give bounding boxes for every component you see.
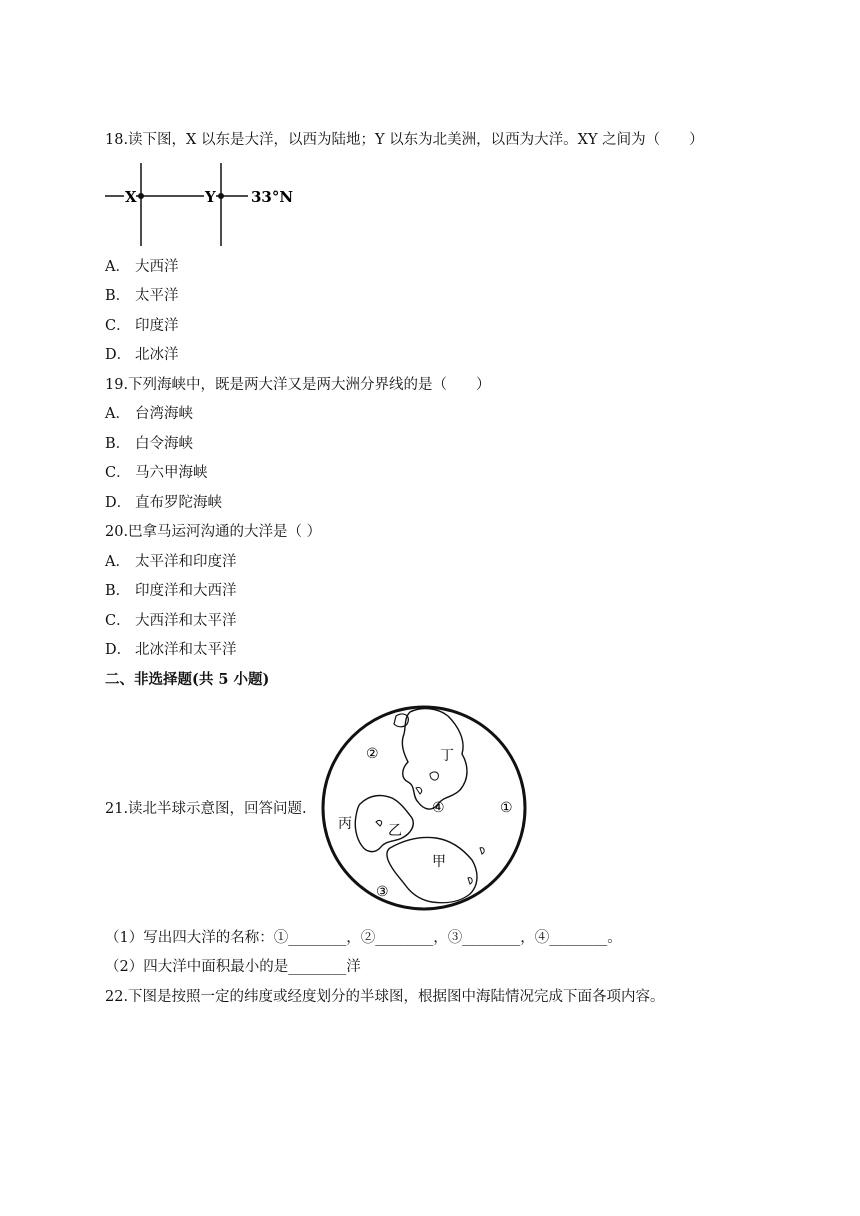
q20-option-a[interactable]: A． 太平洋和印度洋 — [105, 554, 237, 570]
section-title: 二、非选择题(共 5 小题) — [105, 671, 270, 688]
q21-stem: 21.读北半球示意图，回答问题. — [105, 801, 307, 817]
q20-option-b[interactable]: B． 印度洋和大西洋 — [105, 583, 237, 599]
q19-option-a[interactable]: A． 台湾海峡 — [105, 406, 193, 422]
q19-option-b[interactable]: B． 白令海峡 — [105, 436, 193, 452]
map-label-circle-3: ③ — [376, 884, 389, 900]
q19-stem: 19.下列海峡中，既是两大洋又是两大洲分界线的是（ ） — [105, 377, 491, 393]
q20-stem: 20.巴拿马运河沟通的大洋是（ ） — [105, 524, 322, 540]
q18-option-d[interactable]: D． 北冰洋 — [105, 347, 179, 363]
map-label-jia: 甲 — [432, 854, 446, 870]
point-x — [138, 193, 144, 199]
map-label-yi: 乙 — [388, 823, 402, 839]
label-x: X — [125, 188, 137, 206]
q19-option-c[interactable]: C． 马六甲海峡 — [105, 465, 208, 481]
q19-option-d[interactable]: D． 直布罗陀海峡 — [105, 495, 222, 511]
q18-figure — [100, 160, 310, 250]
label-y: Y — [205, 188, 216, 206]
q20-option-c[interactable]: C． 大西洋和太平洋 — [105, 613, 237, 629]
northern-hemisphere-map — [320, 698, 530, 920]
map-label-circle-4: ④ — [432, 800, 445, 816]
point-y — [218, 193, 224, 199]
q21-sub2: （2）四大洋中面积最小的是________洋 — [105, 959, 361, 975]
map-label-bing: 丙 — [338, 816, 352, 832]
q18-option-b[interactable]: B． 太平洋 — [105, 288, 179, 304]
q20-option-d[interactable]: D． 北冰洋和太平洋 — [105, 642, 237, 658]
q21-sub1: （1）写出四大洋的名称：①________，②________，③________，④________。 — [105, 930, 622, 946]
q18-option-a[interactable]: A． 大西洋 — [105, 259, 179, 275]
label-latitude: 33°N — [251, 188, 294, 206]
q22-stem: 22.下图是按照一定的纬度或经度划分的半球图，根据图中海陆情况完成下面各项内容。 — [105, 989, 665, 1005]
map-label-circle-2: ② — [366, 746, 379, 762]
q18-stem: 18.读下图，X 以东是大洋，以西为陆地；Y 以东为北美洲，以西为大洋。XY 之间为（ ） — [105, 132, 704, 148]
q18-option-c[interactable]: C． 印度洋 — [105, 318, 179, 334]
map-label-ding: 丁 — [440, 748, 454, 764]
map-label-circle-1: ① — [500, 800, 513, 816]
